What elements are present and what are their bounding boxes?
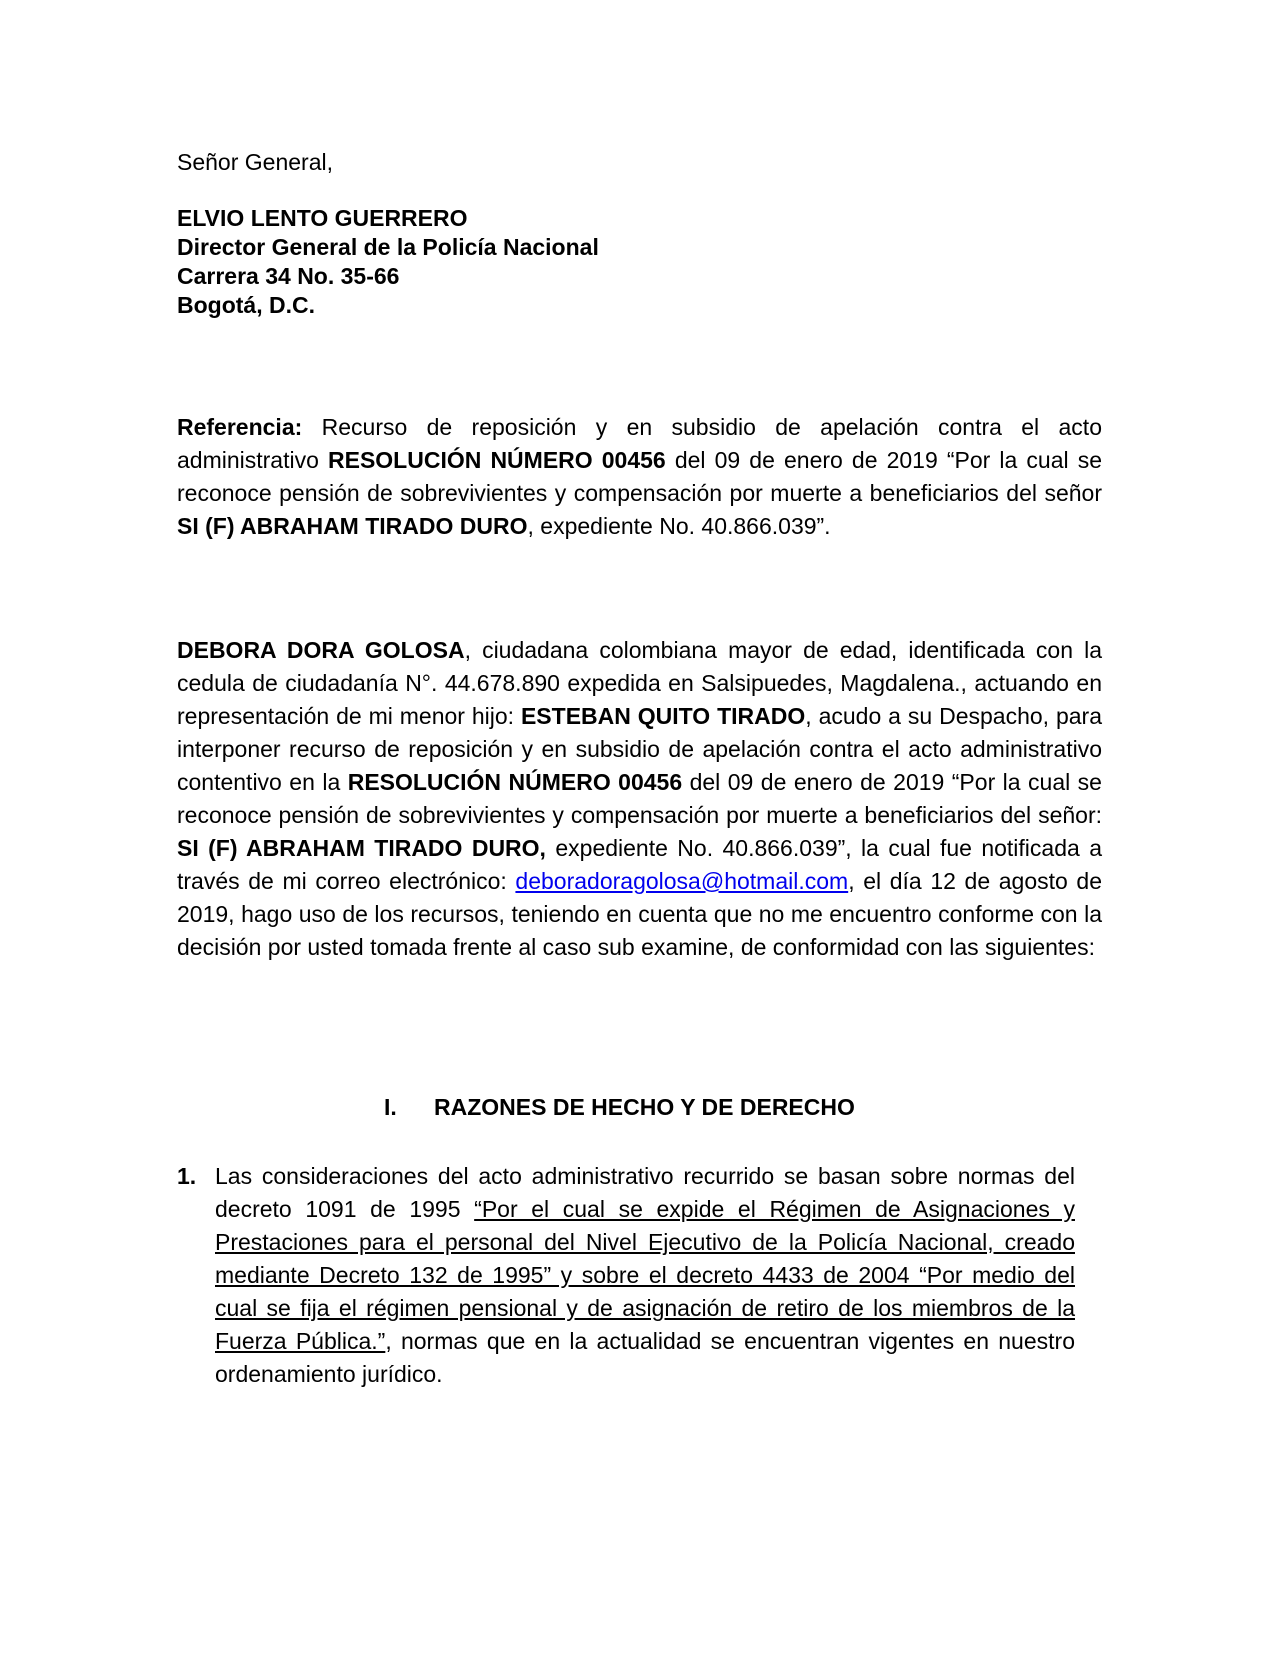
item-text-1: Las consideraciones del acto administrativo recurrido se basan sobre normas del decreto 1091 de 1995 bbox=[215, 1163, 1075, 1222]
body-text-4: expediente No. 40.866.039”, la cual fue notificada a través de mi correo electrónico: bbox=[177, 835, 1102, 894]
reference-paragraph bbox=[177, 411, 1102, 543]
list-item-text bbox=[215, 1160, 1075, 1391]
reference-deceased-name: SI (F) ABRAHAM TIRADO DURO bbox=[177, 513, 528, 539]
recipient-name: ELVIO LENTO GUERRERO bbox=[177, 205, 468, 231]
recipient-block bbox=[177, 204, 599, 320]
body-text-1: , ciudadana colombiana mayor de edad, identificada con la cedula de ciudadanía N°. 44.678.890 expedida en Salsipuedes, Magdalena., actuando en representación de mi menor hijo: bbox=[177, 637, 1102, 729]
item-text-2: , normas que en la actualidad se encuentran vigentes en nuestro ordenamiento jurídico. bbox=[215, 1328, 1075, 1387]
recipient-address: Carrera 34 No. 35-66 bbox=[177, 263, 400, 289]
reference-text-2: del 09 de enero de 2019 “Por la cual se reconoce pensión de sobrevivientes y compensación por muerte a beneficiarios del señor bbox=[177, 447, 1103, 506]
reference-label: Referencia: bbox=[177, 414, 303, 440]
section-heading bbox=[384, 1093, 855, 1122]
reference-text-1: Recurso de reposición y en subsidio de apelación contra el acto administrativo bbox=[177, 414, 1102, 473]
body-text-5: , el día 12 de agosto de 2019, hago uso de los recursos, teniendo en cuenta que no me encuentro conforme con la decisión por usted tomada frente al caso sub examine, de conformidad con las siguientes: bbox=[177, 868, 1102, 960]
email-link[interactable]: deboradoragolosa@hotmail.com bbox=[515, 868, 849, 894]
body-text-3: del 09 de enero de 2019 “Por la cual se reconoce pensión de sobrevivientes y compensación por muerte a beneficiarios del señor: bbox=[177, 769, 1102, 828]
reference-resolution: RESOLUCIÓN NÚMERO 00456 bbox=[328, 447, 666, 473]
item-underlined-quote: “Por el cual se expide el Régimen de Asignaciones y Prestaciones para el personal del Nivel Ejecutivo de la Policía Nacional, creado mediante Decreto 132 de 1995” y sobre el decreto 4433 de 2004 “Por medio del cual se fija el régimen pensional y de asignación de retiro de los miembros de la Fuerza Pública.” bbox=[215, 1196, 1075, 1354]
section-number: I. bbox=[384, 1094, 397, 1120]
body-text-2: , acudo a su Despacho, para interponer recurso de reposición y en subsidio de apelación contra el acto administrativo contentivo en la bbox=[177, 703, 1102, 795]
list-item bbox=[177, 1160, 1075, 1391]
child-name: ESTEBAN QUITO TIRADO bbox=[520, 703, 806, 729]
petitioner-name: DEBORA DORA GOLOSA bbox=[177, 637, 465, 663]
body-deceased-name: SI (F) ABRAHAM TIRADO DURO, bbox=[177, 835, 546, 861]
recipient-city: Bogotá, D.C. bbox=[177, 292, 315, 318]
body-paragraph bbox=[177, 634, 1102, 964]
section-title: RAZONES DE HECHO Y DE DERECHO bbox=[434, 1094, 855, 1120]
greeting: Señor General, bbox=[177, 149, 333, 175]
body-resolution: RESOLUCIÓN NÚMERO 00456 bbox=[347, 769, 683, 795]
reference-text-3: , expediente No. 40.866.039”. bbox=[527, 513, 831, 539]
list-item-number: 1. bbox=[177, 1163, 197, 1189]
recipient-title: Director General de la Policía Nacional bbox=[177, 234, 599, 260]
